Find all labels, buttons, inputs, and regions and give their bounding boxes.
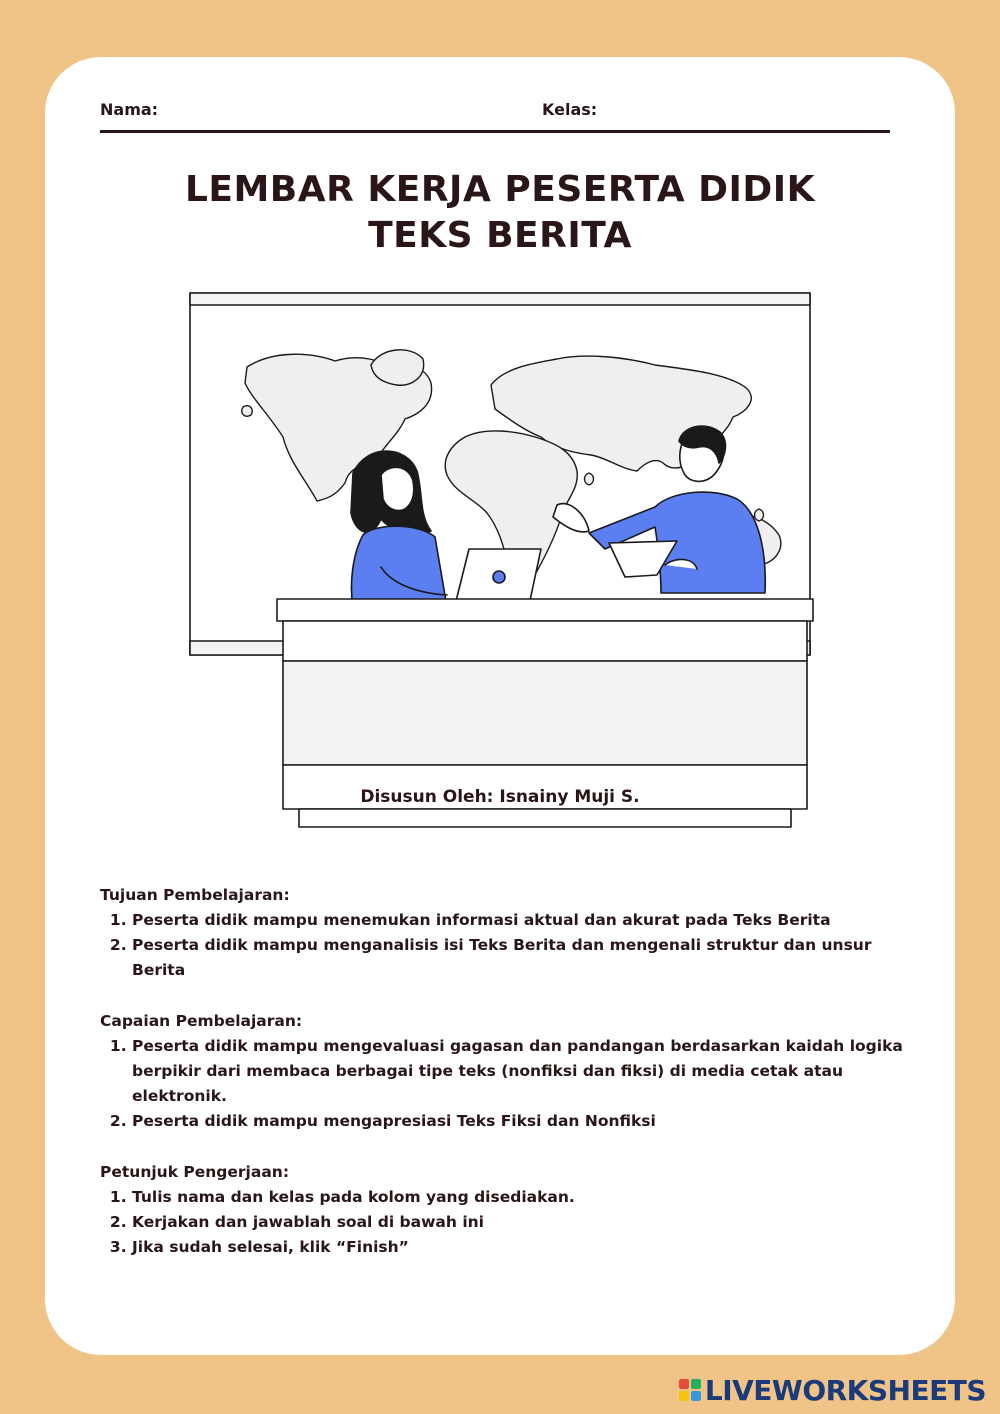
numbered-list [100, 908, 930, 983]
worksheet-content [100, 883, 930, 1286]
section-petunjuk [100, 1160, 930, 1260]
author-credit: Disusun Oleh: Isnainy Muji S. [360, 787, 640, 807]
section-capaian [100, 1009, 930, 1134]
liveworksheets-watermark [679, 1372, 986, 1408]
name-class-row [100, 98, 890, 133]
news-anchor-illustration [185, 287, 825, 837]
section-heading: Petunjuk Pengerjaan: [100, 1163, 290, 1181]
numbered-list [100, 1034, 930, 1134]
list-item: 2. Peserta didik mampu menganalisis isi Teks Berita dan mengenali struktur dan unsur Berita [132, 933, 930, 983]
list-item: 3. Jika sudah selesai, klik “Finish” [132, 1235, 930, 1260]
liveworksheets-logo-icon [679, 1379, 701, 1401]
list-item: 1. Peserta didik mampu mengevaluasi gagasan dan pandangan berdasarkan kaidah logika berpikir dari membaca berbagai tipe teks (nonfiksi dan fiksi) di media cetak atau elektronik. [132, 1034, 930, 1109]
title-line-2: TEKS BERITA [368, 215, 632, 256]
section-heading: Capaian Pembelajaran: [100, 1012, 303, 1030]
page-title [45, 167, 955, 259]
title-line-1: LEMBAR KERJA PESERTA DIDIK [184, 169, 816, 210]
numbered-list [100, 1185, 930, 1260]
section-tujuan [100, 883, 930, 983]
list-item: 2. Kerjakan dan jawablah soal di bawah ini [132, 1210, 930, 1235]
worksheet-page [45, 57, 955, 1355]
watermark-text: LIVEWORKSHEETS [704, 1373, 986, 1407]
list-item: 1. Tulis nama dan kelas pada kolom yang disediakan. [132, 1185, 930, 1210]
section-heading: Tujuan Pembelajaran: [100, 886, 290, 904]
list-item: 2. Peserta didik mampu mengapresiasi Teks Fiksi dan Nonfiksi [132, 1109, 930, 1134]
nama-label: Nama: [100, 100, 159, 119]
list-item: 1. Peserta didik mampu menemukan informasi aktual dan akurat pada Teks Berita [132, 908, 930, 933]
kelas-label: Kelas: [542, 100, 598, 119]
